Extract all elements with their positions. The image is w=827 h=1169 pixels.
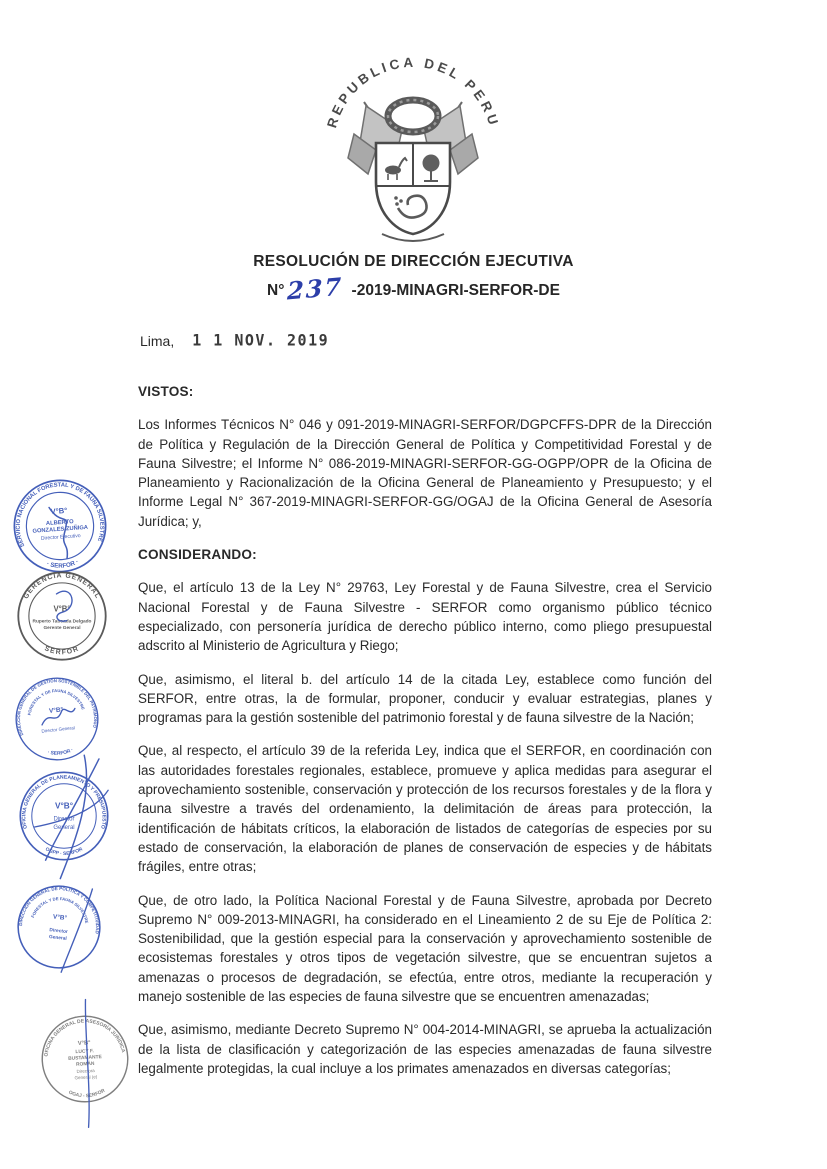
stamp-serfor-director-ejecutivo xyxy=(9,475,111,577)
city-label: Lima, xyxy=(140,333,175,349)
svg-text:Gerente General: Gerente General xyxy=(43,625,81,631)
considerando-paragraph-4: Que, de otro lado, la Política Nacional Forestal y de Fauna Silvestre, aprobada por Decreto Supremo N° 009-2013-MINAGRI, ha considerado en el Lineamiento 2 de su Eje de Política 2: Sostenibilidad, que la gestión especial para la conservación y aprovechamiento sostenible de ecosistemas forestales y otros tipos de vegetación silvestre, que se encuentran sujetos a amenazas o procesos de degradación, se efectúa, entre otros, mediante la recuperación y manejo sostenible de las especies de fauna silvestre que se encuentren amenazadas; xyxy=(138,892,712,1005)
vistos-heading: VISTOS: xyxy=(138,384,194,399)
signature-stroke xyxy=(35,755,109,878)
civic-crown xyxy=(388,100,438,132)
svg-text:FORESTAL Y DE FAUNA SILVESTRE: FORESTAL Y DE FAUNA SILVESTRE xyxy=(26,688,86,716)
vistos-paragraph: Los Informes Técnicos N° 046 y 091-2019-MINAGRI-SERFOR/DGPCFFS-DPR de la Dirección de Política y Regulación de la Dirección General de Política y Competitividad Forestal y de Fauna Silvestre; el Informe N° 086-2019-MINAGRI-SERFOR-GG-OGPP/OPR de la Oficina de Planeamiento y Racionalización de la Oficina General de Planeamiento y Presupuesto; y el Informe Legal N° 367-2019-MINAGRI-SERFOR-GG/OGAJ de la Oficina General de Asesoría Jurídica; y, xyxy=(138,417,712,529)
svg-text:OGAJ - SERFOR: OGAJ - SERFOR xyxy=(67,1088,107,1100)
svg-text:Director Ejecutivo: Director Ejecutivo xyxy=(40,533,81,542)
svg-text:ROMÁN: ROMÁN xyxy=(76,1061,95,1068)
svg-text:V°B°: V°B° xyxy=(48,706,64,715)
svg-text:BUSTAMANTE: BUSTAMANTE xyxy=(68,1055,102,1062)
svg-text:OFICINA GENERAL DE ASESORÍA JU: OFICINA GENERAL DE ASESORÍA JURÍDICA xyxy=(43,1018,127,1057)
svg-text:GERENCIA GENERAL: GERENCIA GENERAL xyxy=(22,572,102,601)
svg-text:V°B°: V°B° xyxy=(50,505,68,517)
number-suffix: -2019-MINAGRI-SERFOR-DE xyxy=(351,282,560,299)
resolution-number-line xyxy=(0,271,827,306)
svg-text:SERFOR: SERFOR xyxy=(43,645,81,657)
svg-text:Director: Director xyxy=(49,928,68,936)
svg-text:DIRECCIÓN GENERAL DE GESTIÓN S: DIRECCIÓN GENERAL DE GESTIÓN SOSTENIBLE DEL PATRIMONIO xyxy=(15,678,99,737)
resolution-title: RESOLUCIÓN DE DIRECCIÓN EJECUTIVA xyxy=(253,253,574,270)
dateline xyxy=(140,332,329,350)
svg-text:OGPP · SERFOR: OGPP · SERFOR xyxy=(44,847,84,858)
svg-text:Ruperto Taboada Delgado: Ruperto Taboada Delgado xyxy=(32,619,92,625)
stamp-direccion-politica-competitividad xyxy=(12,880,107,975)
svg-text:General (e): General (e) xyxy=(74,1074,98,1081)
shield-icon xyxy=(376,143,450,234)
stamp-direccion-gestion-sostenible xyxy=(10,672,105,767)
emblem-arc-text: REPUBLICA DEL PERU xyxy=(324,54,502,130)
considerando-heading: CONSIDERANDO: xyxy=(138,547,257,563)
considerando-paragraph-2: Que, asimismo, el literal b. del artículo 14 de la citada Ley, establece como función del SERFOR, entre otras, la de formular, proponer, conducir y evaluar estrategias, planes y programas para la gestión sostenible del patrimonio forestal y de fauna silvestre de la Nación; xyxy=(138,671,712,726)
svg-text:V°B°: V°B° xyxy=(54,801,74,811)
svg-text:Director General: Director General xyxy=(41,725,75,734)
svg-text:GONZALES ZUÑIGA: GONZALES ZUÑIGA xyxy=(32,524,89,535)
svg-text:LUCY F.: LUCY F. xyxy=(75,1049,94,1056)
date-stamp: 1 1 NOV. 2019 xyxy=(192,330,330,350)
svg-text:V°B°: V°B° xyxy=(52,913,68,923)
svg-text:ALBERTO: ALBERTO xyxy=(45,519,74,528)
svg-text:V°B°: V°B° xyxy=(53,604,71,614)
number-prefix: N° xyxy=(267,282,285,299)
svg-text:· SERFOR ·: · SERFOR · xyxy=(46,747,75,757)
svg-text:SERVICIO NACIONAL FORESTAL Y D: SERVICIO NACIONAL FORESTAL Y DE FAUNA SILVESTRE xyxy=(15,482,105,548)
stamp-ogpp xyxy=(18,770,110,862)
svg-text:General: General xyxy=(48,935,67,942)
svg-text:General: General xyxy=(53,824,75,831)
considerando-paragraph-3: Que, al respecto, el artículo 39 de la referida Ley, indica que el SERFOR, en coordinación con las autoridades forestales regionales, establece, promueve y aplica medidas para asegurar el aprovechamiento sostenible, conservación y protección de los recursos forestales y de la flora y fauna silvestre a través del ordenamiento, la delimitación de áreas para protección, la identificación de hábitats críticos, la elaboración de listados de categorías de especies por su estado de conservación, la elaboración de planes de conservación de especies y de hábitats frágiles, entre otras; xyxy=(138,743,712,875)
stamp-ogaj xyxy=(38,1012,133,1107)
svg-text:DIRECCIÓN GENERAL DE POLÍTICA: DIRECCIÓN GENERAL DE POLÍTICA Y COMPETITIVIDAD xyxy=(18,886,101,935)
svg-text:Directora: Directora xyxy=(76,1068,95,1074)
considerando-paragraph-1: Que, el artículo 13 de la Ley N° 29763, Ley Forestal y de Fauna Silvestre, crea el Servicio Nacional Forestal y de Fauna Silvestre - SERFOR como organismo público técnico especializado, con personería jurídica de derecho público interno, como pliego presupuestal adscrito al Ministerio de Agricultura y Riego; xyxy=(138,580,712,654)
document-body xyxy=(138,382,712,1092)
peru-coat-of-arms-icon xyxy=(318,46,508,251)
svg-text:Director: Director xyxy=(53,816,75,823)
handwritten-resolution-number: 237 xyxy=(287,271,344,306)
title-block xyxy=(0,253,827,306)
svg-text:V°B°: V°B° xyxy=(77,1040,91,1047)
svg-text:FORESTAL Y DE FAUNA SILVESTRE: FORESTAL Y DE FAUNA SILVESTRE xyxy=(30,896,90,924)
stamp-gerencia-general xyxy=(16,570,108,662)
svg-text:OFICINA GENERAL DE PLANEAMIENT: OFICINA GENERAL DE PLANEAMIENTO Y PRESUPUESTO xyxy=(21,774,107,830)
svg-text:· SERFOR ·: · SERFOR · xyxy=(45,558,80,570)
considerando-paragraph-5: Que, asimismo, mediante Decreto Supremo N° 004-2014-MINAGRI, se aprueba la actualización de la lista de clasificación y categorización de las especies amenazadas de fauna silvestre legalmente protegidas, la cual incluye a los primates amenazados en diversas categorías; xyxy=(138,1022,712,1076)
